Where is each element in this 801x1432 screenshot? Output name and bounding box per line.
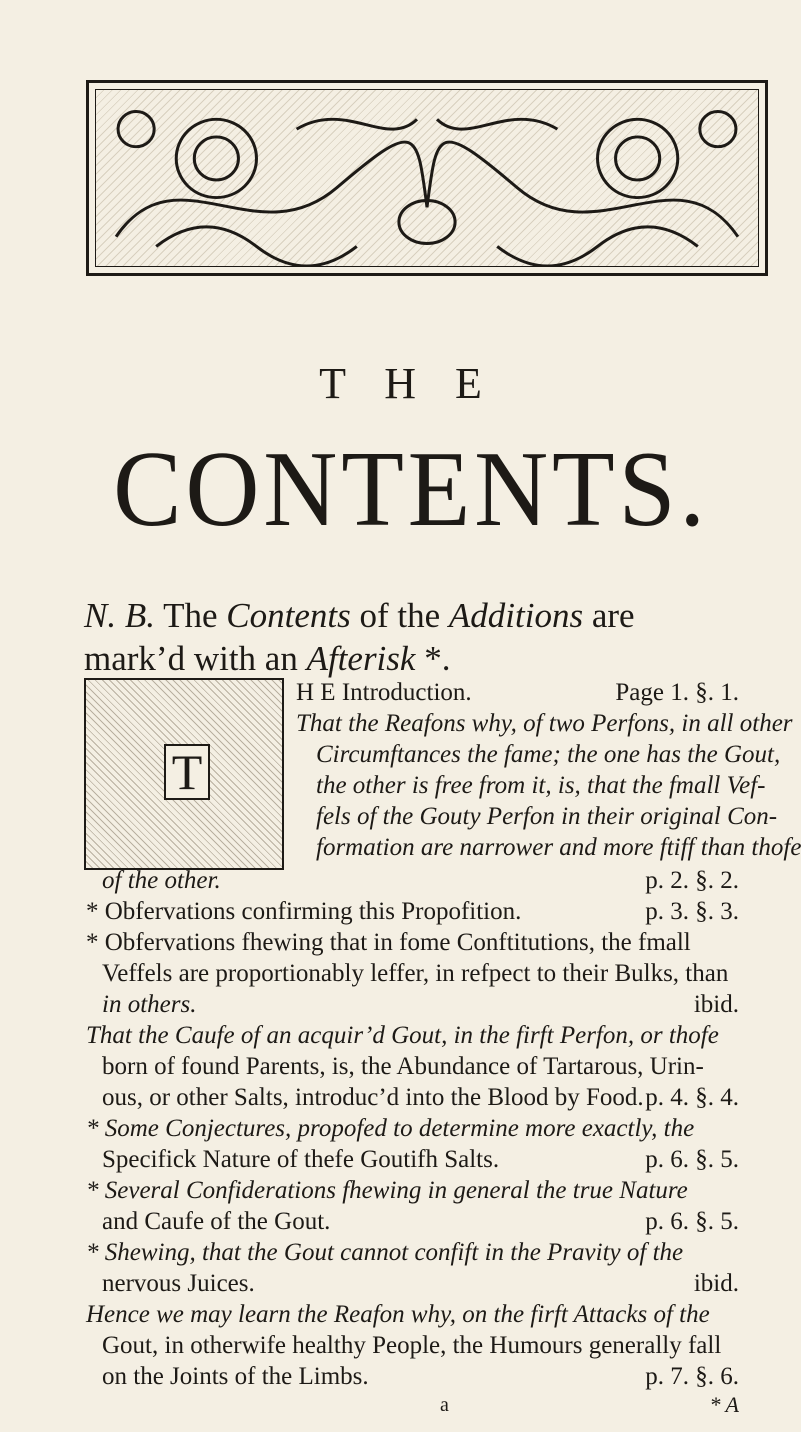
entry-text: the other is free from it, is, that the fmall Vef- bbox=[316, 772, 766, 799]
entry-text: Veffels are proportionably leffer, in refpect to their Bulks, than bbox=[102, 960, 729, 987]
entry-text: Gout, in otherwife healthy People, the Humours generally fall bbox=[102, 1332, 722, 1359]
entry-page-ref: p. 2. §. 2. bbox=[645, 867, 739, 894]
entry-text: Specifick Nature of thefe Goutifh Salts. bbox=[102, 1146, 500, 1173]
note-asterisk-word: Afterisk bbox=[306, 639, 416, 678]
note-additions-word: Additions bbox=[448, 596, 584, 635]
entry-text: on the Joints of the Limbs. bbox=[102, 1363, 369, 1390]
entry-text: * Shewing, that the Gout cannot confift in the Pravity of the bbox=[86, 1239, 684, 1266]
entry-text: Circumftances the fame; the one has the Gout, bbox=[316, 741, 781, 768]
entry-text: H E Introduction. bbox=[296, 679, 472, 706]
entry-text: ous, or other Salts, introduc’d into the Blood by Food. bbox=[102, 1084, 644, 1111]
entry-page-ref: ibid. bbox=[693, 991, 739, 1018]
signature-mark: a bbox=[440, 1394, 449, 1416]
note-contents-word: Contents bbox=[226, 596, 351, 635]
entry-text: formation are narrower and more ftiff than thofe bbox=[316, 834, 801, 861]
entry-page-ref: p. 7. §. 6. bbox=[645, 1363, 739, 1390]
entry-text: Hence we may learn the Reafon why, on the firft Attacks of the bbox=[86, 1301, 710, 1328]
entry-page-ref: ibid. bbox=[693, 1270, 739, 1297]
note-text: The bbox=[163, 596, 218, 635]
ornamental-headpiece-icon bbox=[86, 80, 768, 276]
note-asterisk-sign: *. bbox=[424, 639, 451, 678]
entry-page-ref: p. 6. §. 5. bbox=[645, 1208, 739, 1235]
entry-text: That the Reafons why, of two Perfons, in all other bbox=[296, 710, 793, 737]
entry-page-ref: p. 3. §. 3. bbox=[645, 898, 739, 925]
entry-text: That the Caufe of an acquir’d Gout, in the firft Perfon, or thofe bbox=[86, 1022, 719, 1049]
note-text: of the bbox=[359, 596, 441, 635]
ornamental-initial-icon bbox=[84, 678, 284, 870]
entry-text: nervous Juices. bbox=[102, 1270, 255, 1297]
entry-text: of the other. bbox=[102, 867, 221, 894]
editorial-note bbox=[84, 594, 774, 680]
entry-page-ref: Page 1. §. 1. bbox=[615, 679, 739, 706]
note-text: are bbox=[591, 596, 635, 635]
drop-cap-letter: T bbox=[164, 744, 210, 800]
entry-text: * Several Confiderations fhewing in general the true Nature bbox=[86, 1177, 688, 1204]
the-heading: T H E bbox=[319, 359, 496, 408]
entry-page-ref: p. 6. §. 5. bbox=[645, 1146, 739, 1173]
entry-text: and Caufe of the Gout. bbox=[102, 1208, 331, 1235]
entry-text: * Obfervations fhewing that in fome Conftitutions, the fmall bbox=[86, 929, 691, 956]
entry-text: fels of the Gouty Perfon in their original Con- bbox=[316, 803, 778, 830]
catchword: * A bbox=[709, 1392, 739, 1417]
nb-label: N. B. bbox=[84, 596, 155, 635]
entry-page-ref: p. 4. §. 4. bbox=[645, 1084, 739, 1111]
scrollwork-icon bbox=[96, 90, 758, 266]
page-title: CONTENTS. bbox=[113, 430, 709, 549]
entry-text: born of found Parents, is, the Abundance of Tartarous, Urin- bbox=[102, 1053, 704, 1080]
entry-text: in others. bbox=[102, 991, 197, 1018]
note-text: mark’d with an bbox=[84, 639, 298, 678]
entry-text: * Obfervations confirming this Propofition. bbox=[86, 898, 522, 925]
entry-text: * Some Conjectures, propofed to determine more exactly, the bbox=[86, 1115, 695, 1142]
